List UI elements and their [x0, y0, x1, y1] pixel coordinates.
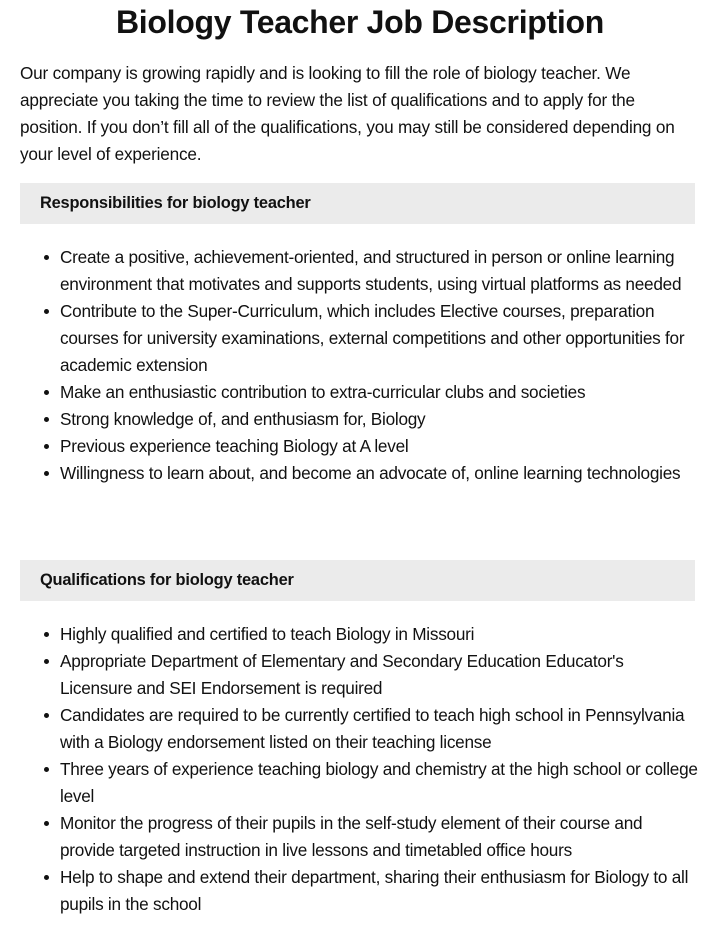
list-item-text: Strong knowledge of, and enthusiasm for, Biology — [60, 409, 426, 429]
list-item — [60, 810, 700, 864]
list-item — [60, 406, 700, 433]
list-item — [60, 244, 700, 298]
list-item — [60, 298, 700, 379]
intro-paragraph: Our company is growing rapidly and is looking to fill the role of biology teacher. We appreciate you taking the time to review the list of qualifications and to apply for the position. If you don’t fill all of the qualifications, you may still be considered depending on your level of experience. — [20, 63, 675, 164]
responsibilities-list — [0, 244, 700, 487]
list-item-text: Previous experience teaching Biology at A level — [60, 436, 409, 456]
list-item-text: Appropriate Department of Elementary and Secondary Education Educator's Licensure and SEI Endorsement is required — [60, 651, 624, 698]
list-item — [60, 756, 700, 810]
list-item — [60, 621, 700, 648]
list-item-text: Highly qualified and certified to teach Biology in Missouri — [60, 624, 475, 644]
bullet-icon — [44, 632, 49, 637]
list-item-text: Three years of experience teaching biology and chemistry at the high school or college level — [60, 759, 698, 806]
bullet-icon — [44, 309, 49, 314]
bullet-icon — [44, 255, 49, 260]
bullet-icon — [44, 659, 49, 664]
bullet-icon — [44, 390, 49, 395]
list-item — [60, 460, 700, 487]
list-item-text: Make an enthusiastic contribution to extra-curricular clubs and societies — [60, 382, 586, 402]
bullet-icon — [44, 417, 49, 422]
qualifications-list — [0, 621, 700, 918]
list-item-text: Monitor the progress of their pupils in the self-study element of their course and provide targeted instruction in live lessons and timetabled office hours — [60, 813, 643, 860]
list-item-text: Help to shape and extend their department, sharing their enthusiasm for Biology to all pupils in the school — [60, 867, 689, 914]
list-item — [60, 864, 700, 918]
qualifications-heading: Qualifications for biology teacher — [20, 560, 695, 601]
bullet-icon — [44, 875, 49, 880]
list-item — [60, 648, 700, 702]
list-item — [60, 379, 700, 406]
page-title: Biology Teacher Job Description — [116, 4, 604, 40]
list-item-text: Candidates are required to be currently certified to teach high school in Pennsylvania with a Biology endorsement listed on their teaching license — [60, 705, 685, 752]
list-item-text: Create a positive, achievement-oriented, and structured in person or online learning environment that motivates and supports students, using virtual platforms as needed — [60, 247, 682, 294]
list-item-text: Willingness to learn about, and become an advocate of, online learning technologies — [60, 463, 681, 483]
list-item — [60, 702, 700, 756]
bullet-icon — [44, 767, 49, 772]
bullet-icon — [44, 713, 49, 718]
list-item — [60, 433, 700, 460]
list-item-text: Contribute to the Super-Curriculum, which includes Elective courses, preparation courses for university examinations, external competitions and other opportunities for academic extension — [60, 301, 685, 375]
responsibilities-heading: Responsibilities for biology teacher — [20, 183, 695, 224]
bullet-icon — [44, 821, 49, 826]
bullet-icon — [44, 471, 49, 476]
bullet-icon — [44, 444, 49, 449]
